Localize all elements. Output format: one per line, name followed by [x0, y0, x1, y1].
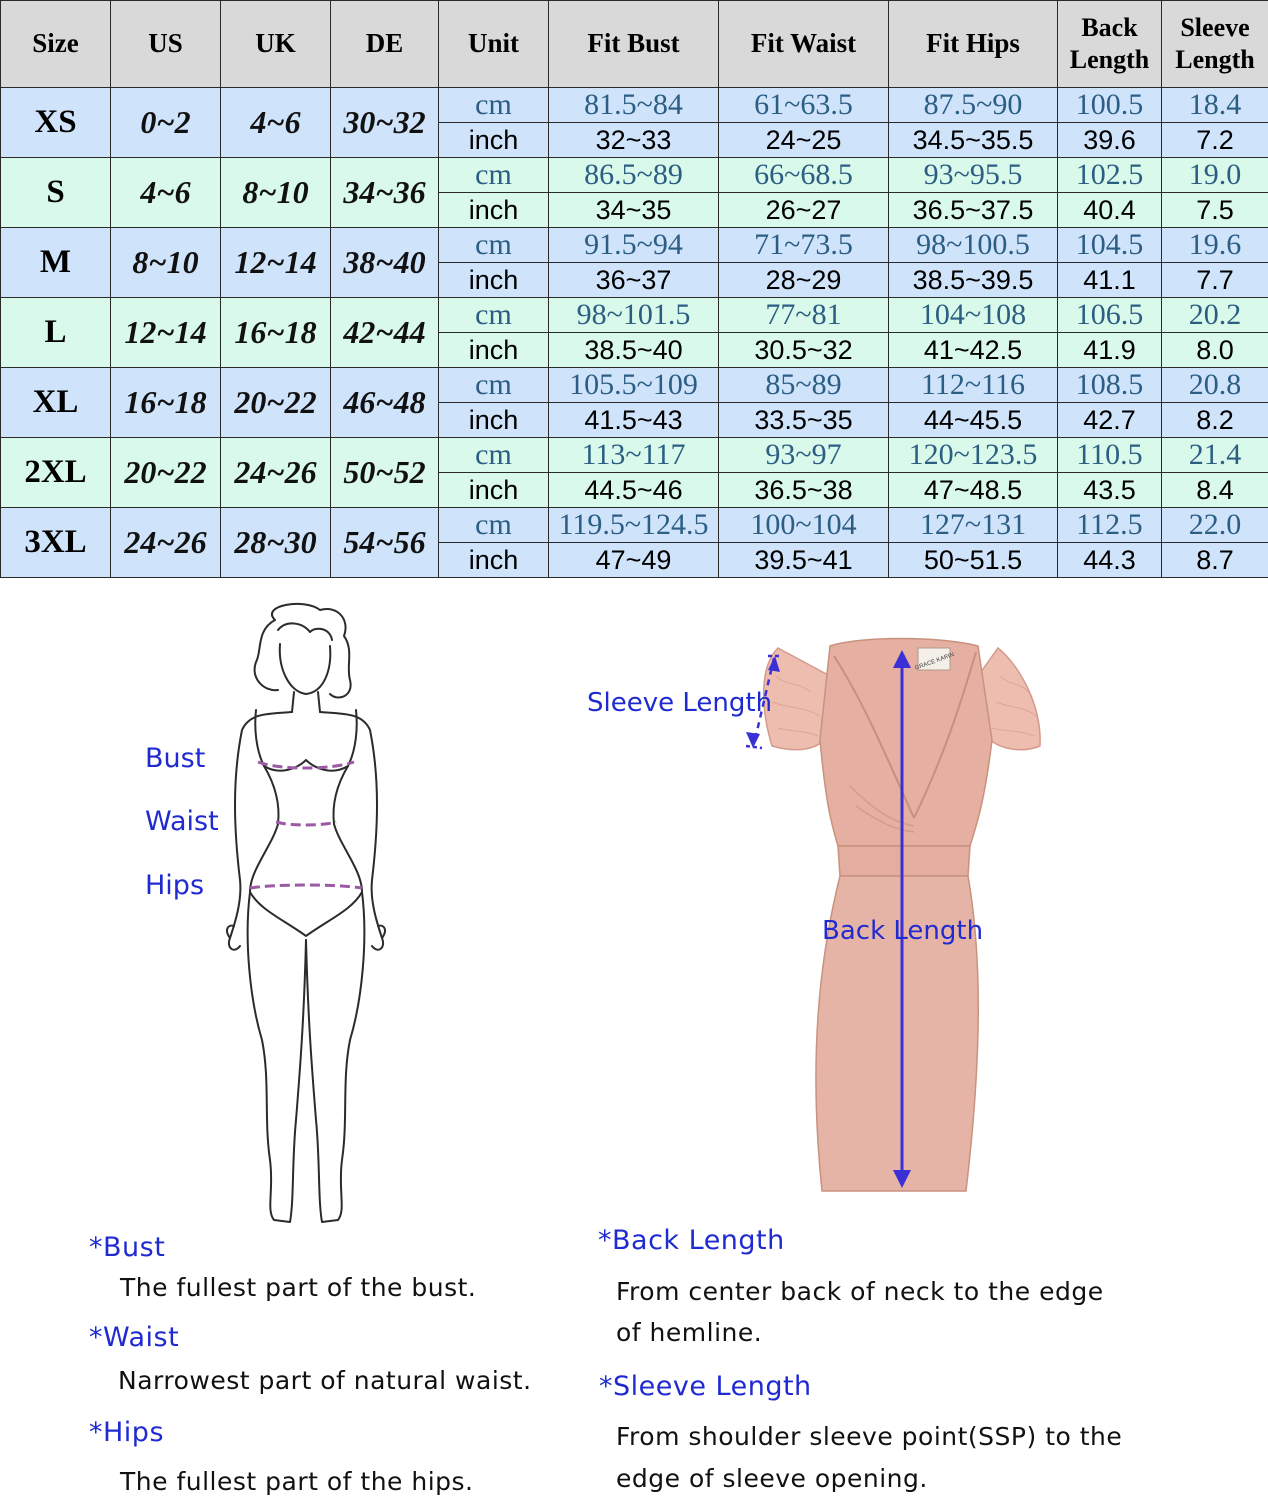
size-cell: L — [1, 298, 111, 368]
inch-waist-cell: 36.5~38 — [719, 473, 889, 508]
cm-unit-cell: cm — [439, 88, 549, 123]
definition-back-length-text-2: of hemline. — [616, 1318, 763, 1347]
size-cell: M — [1, 228, 111, 298]
cm-hips-cell: 120~123.5 — [889, 438, 1058, 473]
definition-sleeve-length-text-2: edge of sleeve opening. — [616, 1464, 928, 1493]
cm-back-cell: 102.5 — [1058, 158, 1162, 193]
cm-unit-cell: cm — [439, 508, 549, 543]
inch-back-cell: 41.1 — [1058, 263, 1162, 298]
header-sleeve-length — [1162, 1, 1268, 88]
cm-bust-cell: 113~117 — [549, 438, 719, 473]
definition-back-length-text-1: From center back of neck to the edge — [616, 1277, 1104, 1306]
us-size-cell: 0~2 — [111, 88, 221, 158]
cm-bust-cell: 119.5~124.5 — [549, 508, 719, 543]
us-size-cell: 8~10 — [111, 228, 221, 298]
figure-hips-label: Hips — [145, 870, 205, 901]
cm-bust-cell: 86.5~89 — [549, 158, 719, 193]
header-sleeve-length-line2: Length — [1175, 45, 1255, 74]
cm-hips-cell: 98~100.5 — [889, 228, 1058, 263]
inch-waist-cell: 30.5~32 — [719, 333, 889, 368]
dress-brand-tag: GRACE KARIN — [914, 651, 956, 672]
de-size-cell: 50~52 — [331, 438, 439, 508]
de-size-cell: 34~36 — [331, 158, 439, 228]
cm-hips-cell: 112~116 — [889, 368, 1058, 403]
inch-hips-cell: 36.5~37.5 — [889, 193, 1058, 228]
definition-back-length-title: *Back Length — [598, 1225, 785, 1256]
inch-sleeve-cell: 7.5 — [1162, 193, 1268, 228]
cm-waist-cell: 77~81 — [719, 298, 889, 333]
inch-waist-cell: 24~25 — [719, 123, 889, 158]
inch-unit-cell: inch — [439, 193, 549, 228]
uk-size-cell: 28~30 — [221, 508, 331, 578]
cm-bust-cell: 98~101.5 — [549, 298, 719, 333]
table-row-cm — [1, 158, 1268, 193]
definition-waist-title: *Waist — [89, 1322, 180, 1353]
header-sleeve-length-line1: Sleeve — [1180, 12, 1250, 42]
inch-bust-cell: 36~37 — [549, 263, 719, 298]
cm-sleeve-cell: 18.4 — [1162, 88, 1268, 123]
cm-sleeve-cell: 21.4 — [1162, 438, 1268, 473]
inch-sleeve-cell: 7.7 — [1162, 263, 1268, 298]
de-size-cell: 54~56 — [331, 508, 439, 578]
inch-unit-cell: inch — [439, 123, 549, 158]
cm-sleeve-cell: 22.0 — [1162, 508, 1268, 543]
inch-hips-cell: 34.5~35.5 — [889, 123, 1058, 158]
de-size-cell: 46~48 — [331, 368, 439, 438]
inch-back-cell: 41.9 — [1058, 333, 1162, 368]
header-fit-hips: Fit Hips — [889, 1, 1058, 88]
size-cell: S — [1, 158, 111, 228]
inch-back-cell: 42.7 — [1058, 403, 1162, 438]
cm-hips-cell: 93~95.5 — [889, 158, 1058, 193]
size-cell: XL — [1, 368, 111, 438]
cm-unit-cell: cm — [439, 158, 549, 193]
dress-back-length-label: Back Length — [822, 916, 984, 946]
table-row-cm — [1, 298, 1268, 333]
inch-bust-cell: 34~35 — [549, 193, 719, 228]
cm-back-cell: 104.5 — [1058, 228, 1162, 263]
inch-waist-cell: 33.5~35 — [719, 403, 889, 438]
inch-unit-cell: inch — [439, 543, 549, 578]
inch-hips-cell: 44~45.5 — [889, 403, 1058, 438]
cm-waist-cell: 100~104 — [719, 508, 889, 543]
uk-size-cell: 24~26 — [221, 438, 331, 508]
cm-hips-cell: 104~108 — [889, 298, 1058, 333]
cm-bust-cell: 91.5~94 — [549, 228, 719, 263]
table-row-cm — [1, 438, 1268, 473]
size-cell: 2XL — [1, 438, 111, 508]
cm-sleeve-cell: 20.2 — [1162, 298, 1268, 333]
cm-bust-cell: 105.5~109 — [549, 368, 719, 403]
size-chart-table — [0, 0, 1268, 578]
dress-sleeve-length-label: Sleeve Length — [587, 688, 773, 718]
inch-sleeve-cell: 8.7 — [1162, 543, 1268, 578]
size-cell: 3XL — [1, 508, 111, 578]
inch-waist-cell: 39.5~41 — [719, 543, 889, 578]
cm-hips-cell: 127~131 — [889, 508, 1058, 543]
figure-bust-label: Bust — [145, 743, 206, 774]
uk-size-cell: 20~22 — [221, 368, 331, 438]
cm-bust-cell: 81.5~84 — [549, 88, 719, 123]
table-row-cm — [1, 88, 1268, 123]
de-size-cell: 30~32 — [331, 88, 439, 158]
inch-back-cell: 43.5 — [1058, 473, 1162, 508]
uk-size-cell: 4~6 — [221, 88, 331, 158]
de-size-cell: 38~40 — [331, 228, 439, 298]
inch-unit-cell: inch — [439, 263, 549, 298]
inch-bust-cell: 44.5~46 — [549, 473, 719, 508]
inch-back-cell: 39.6 — [1058, 123, 1162, 158]
header-row — [1, 1, 1268, 88]
figure-waist-label: Waist — [145, 806, 219, 837]
table-row-cm — [1, 228, 1268, 263]
body-figure-illustration — [220, 600, 400, 1230]
header-us: US — [111, 1, 221, 88]
definition-waist-text: Narrowest part of natural waist. — [118, 1366, 532, 1395]
cm-unit-cell: cm — [439, 438, 549, 473]
us-size-cell: 24~26 — [111, 508, 221, 578]
definition-hips-text: The fullest part of the hips. — [120, 1467, 474, 1496]
us-size-cell: 20~22 — [111, 438, 221, 508]
us-size-cell: 4~6 — [111, 158, 221, 228]
inch-waist-cell: 26~27 — [719, 193, 889, 228]
header-fit-bust: Fit Bust — [549, 1, 719, 88]
inch-back-cell: 40.4 — [1058, 193, 1162, 228]
inch-bust-cell: 47~49 — [549, 543, 719, 578]
inch-waist-cell: 28~29 — [719, 263, 889, 298]
inch-bust-cell: 41.5~43 — [549, 403, 719, 438]
inch-bust-cell: 38.5~40 — [549, 333, 719, 368]
cm-unit-cell: cm — [439, 298, 549, 333]
header-de: DE — [331, 1, 439, 88]
cm-sleeve-cell: 20.8 — [1162, 368, 1268, 403]
header-back-length — [1058, 1, 1162, 88]
inch-unit-cell: inch — [439, 403, 549, 438]
inch-unit-cell: inch — [439, 473, 549, 508]
inch-bust-cell: 32~33 — [549, 123, 719, 158]
bust-measure-line — [258, 762, 354, 768]
cm-waist-cell: 85~89 — [719, 368, 889, 403]
cm-unit-cell: cm — [439, 228, 549, 263]
inch-sleeve-cell: 8.4 — [1162, 473, 1268, 508]
inch-sleeve-cell: 7.2 — [1162, 123, 1268, 158]
cm-sleeve-cell: 19.6 — [1162, 228, 1268, 263]
cm-back-cell: 112.5 — [1058, 508, 1162, 543]
definition-hips-title: *Hips — [89, 1417, 165, 1448]
inch-sleeve-cell: 8.2 — [1162, 403, 1268, 438]
inch-hips-cell: 38.5~39.5 — [889, 263, 1058, 298]
cm-back-cell: 108.5 — [1058, 368, 1162, 403]
cm-back-cell: 100.5 — [1058, 88, 1162, 123]
definition-bust-text: The fullest part of the bust. — [120, 1273, 477, 1302]
cm-back-cell: 106.5 — [1058, 298, 1162, 333]
definition-bust-title: *Bust — [89, 1232, 166, 1263]
cm-waist-cell: 66~68.5 — [719, 158, 889, 193]
cm-back-cell: 110.5 — [1058, 438, 1162, 473]
cm-waist-cell: 61~63.5 — [719, 88, 889, 123]
us-size-cell: 12~14 — [111, 298, 221, 368]
de-size-cell: 42~44 — [331, 298, 439, 368]
cm-waist-cell: 93~97 — [719, 438, 889, 473]
definition-sleeve-length-title: *Sleeve Length — [599, 1371, 812, 1402]
inch-hips-cell: 47~48.5 — [889, 473, 1058, 508]
inch-hips-cell: 41~42.5 — [889, 333, 1058, 368]
header-unit: Unit — [439, 1, 549, 88]
header-size: Size — [1, 1, 111, 88]
cm-waist-cell: 71~73.5 — [719, 228, 889, 263]
uk-size-cell: 12~14 — [221, 228, 331, 298]
hips-measure-line — [250, 885, 362, 888]
inch-unit-cell: inch — [439, 333, 549, 368]
inch-hips-cell: 50~51.5 — [889, 543, 1058, 578]
cm-unit-cell: cm — [439, 368, 549, 403]
us-size-cell: 16~18 — [111, 368, 221, 438]
cm-hips-cell: 87.5~90 — [889, 88, 1058, 123]
header-fit-waist: Fit Waist — [719, 1, 889, 88]
definition-sleeve-length-text-1: From shoulder sleeve point(SSP) to the — [616, 1422, 1123, 1451]
inch-sleeve-cell: 8.0 — [1162, 333, 1268, 368]
uk-size-cell: 16~18 — [221, 298, 331, 368]
header-back-length-line2: Length — [1069, 45, 1150, 74]
cm-sleeve-cell: 19.0 — [1162, 158, 1268, 193]
table-row-cm — [1, 508, 1268, 543]
inch-back-cell: 44.3 — [1058, 543, 1162, 578]
table-row-cm — [1, 368, 1268, 403]
size-cell: XS — [1, 88, 111, 158]
header-back-length-line1: Back — [1081, 12, 1138, 42]
header-uk: UK — [221, 1, 331, 88]
waist-measure-line — [276, 822, 336, 825]
uk-size-cell: 8~10 — [221, 158, 331, 228]
